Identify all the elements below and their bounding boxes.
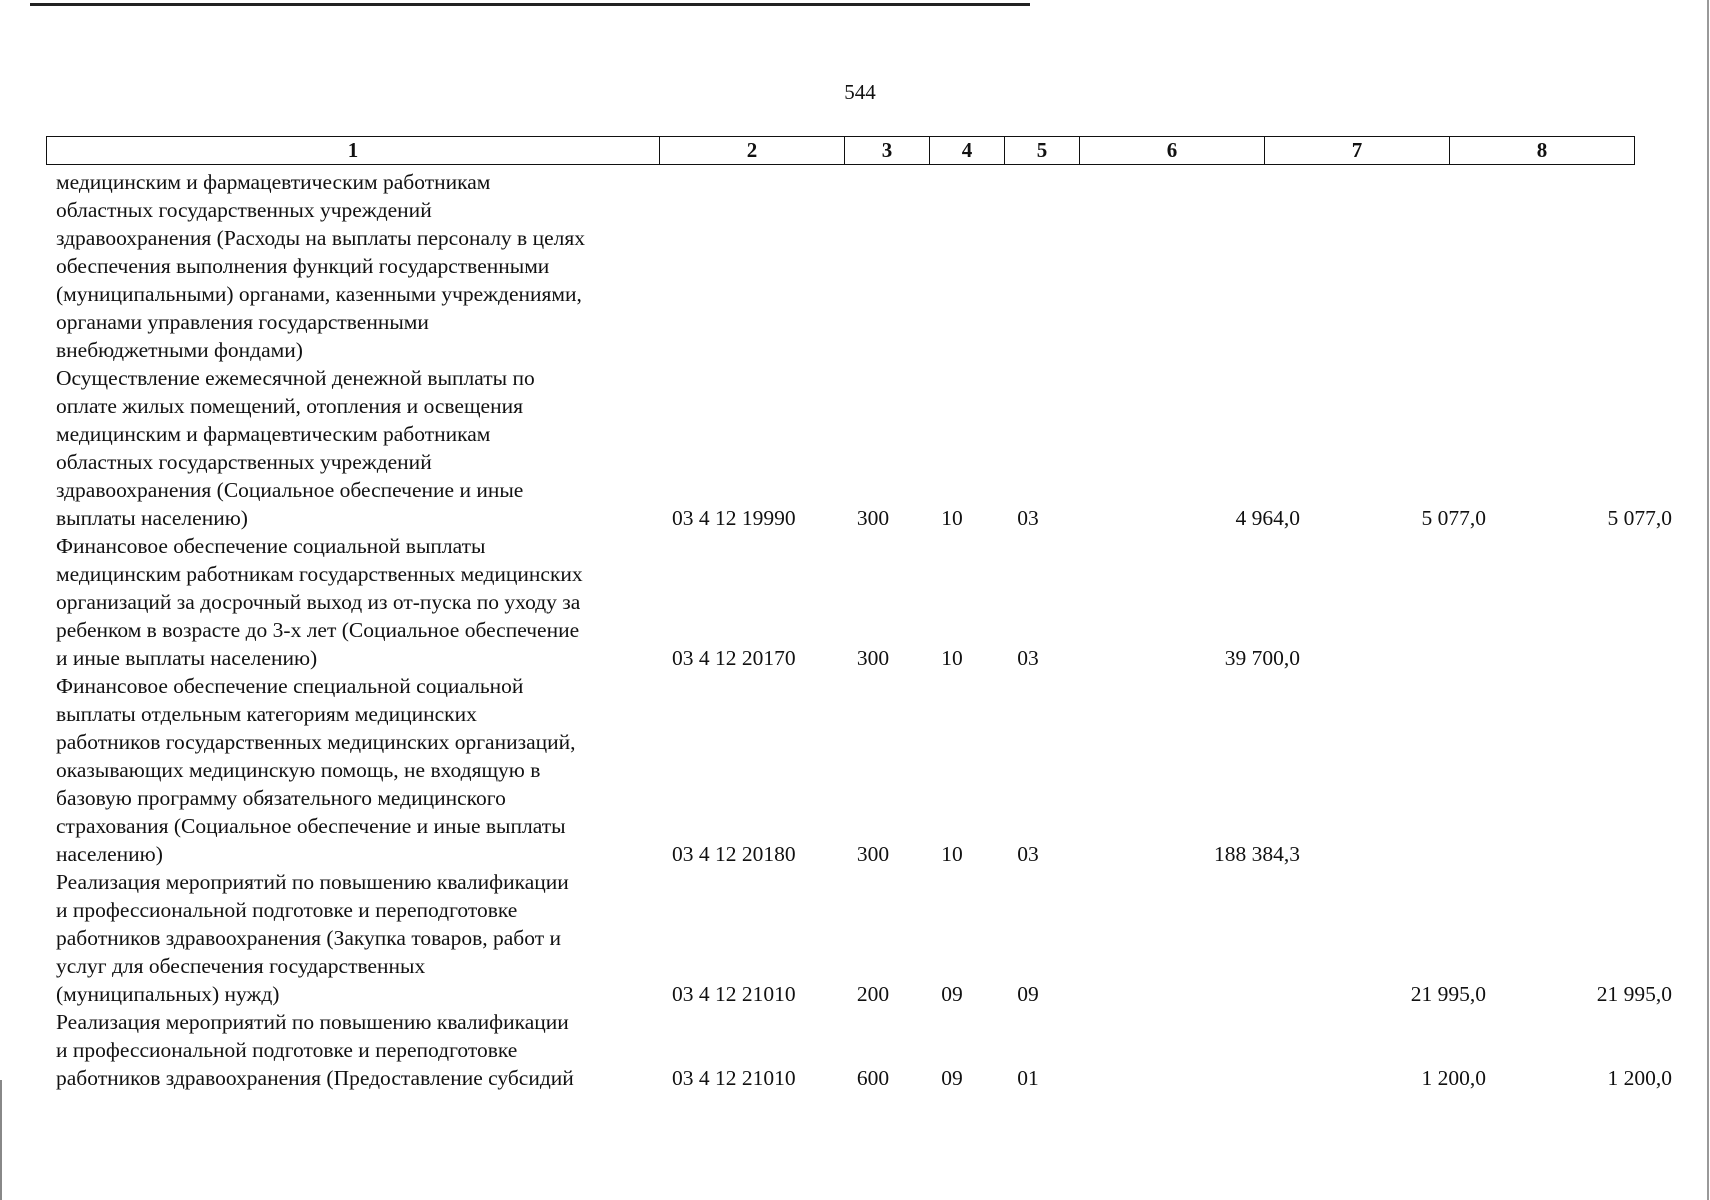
column-header-5: 5	[1005, 137, 1080, 165]
row-amount-8: 1 200,0	[1607, 1066, 1672, 1090]
row-target-code: 03 4 12 19990	[672, 506, 796, 530]
scan-edge-right	[1707, 0, 1709, 1200]
row-amount-8: 21 995,0	[1596, 982, 1672, 1006]
row-description: Реализация мероприятий по повышению квалификации и профессиональной подготовке и переподготовке работников здравоохранения (Закупка товаров, работ и услуг для обеспечения государственных (муниципальных) нужд)	[56, 870, 569, 1006]
row-amount-8: 5 077,0	[1607, 506, 1672, 530]
row-description: Осуществление ежемесячной денежной выплаты по оплате жилых помещений, отопления и освещения медицинским и фармацевтическим работникам областных государственных учреждений здравоохранения (Социальное обеспечение и иные выплаты населению)	[56, 366, 535, 530]
row-subsection: 03	[1017, 506, 1039, 530]
column-header-table	[46, 136, 1635, 165]
row-amount-6: 39 700,0	[1224, 646, 1300, 670]
column-header-4: 4	[930, 137, 1005, 165]
column-header-2: 2	[660, 137, 845, 165]
column-header-6: 6	[1080, 137, 1265, 165]
column-header-8: 8	[1450, 137, 1635, 165]
row-expense-type: 300	[856, 646, 890, 670]
column-header-1: 1	[47, 137, 660, 165]
row-section: 09	[941, 1066, 963, 1090]
row-amount-7: 1 200,0	[1421, 1066, 1486, 1090]
row-amount-7: 5 077,0	[1421, 506, 1486, 530]
row-amount-6: 188 384,3	[1214, 842, 1300, 866]
column-header-7: 7	[1265, 137, 1450, 165]
row-subsection: 03	[1017, 842, 1039, 866]
row-target-code: 03 4 12 20170	[672, 646, 796, 670]
row-target-code: 03 4 12 21010	[672, 1066, 796, 1090]
row-subsection: 03	[1017, 646, 1039, 670]
row-amount-7: 21 995,0	[1410, 982, 1486, 1006]
row-expense-type: 300	[856, 506, 890, 530]
scan-edge-left	[0, 1080, 2, 1200]
row-expense-type: 200	[856, 982, 890, 1006]
row-amount-6: 4 964,0	[1235, 506, 1300, 530]
row-subsection: 09	[1017, 982, 1039, 1006]
row-description: Финансовое обеспечение социальной выплаты медицинским работникам государственных медицинских организаций за досрочный выход из от-пуска по уходу за ребенком в возрасте до 3-х лет (Социальное обеспечение и иные выплаты населению)	[56, 534, 583, 670]
row-subsection: 01	[1017, 1066, 1039, 1090]
row-target-code: 03 4 12 20180	[672, 842, 796, 866]
row-section: 10	[941, 842, 963, 866]
row-section: 10	[941, 506, 963, 530]
row-section: 10	[941, 646, 963, 670]
row-description: Реализация мероприятий по повышению квалификации и профессиональной подготовке и переподготовке работников здравоохранения (Предоставление субсидий	[56, 1010, 574, 1090]
column-header-3: 3	[845, 137, 930, 165]
row-target-code: 03 4 12 21010	[672, 982, 796, 1006]
row-section: 09	[941, 982, 963, 1006]
row-expense-type: 300	[856, 842, 890, 866]
row-description: медицинским и фармацевтическим работникам областных государственных учреждений здравоохранения (Расходы на выплаты персоналу в целях обеспечения выполнения функций государственными (муниципальными) органами, казенными учреждениями, органами управления государственными внебюджетными фондами)	[56, 170, 585, 362]
scan-edge-line	[30, 3, 1030, 6]
row-description: Финансовое обеспечение специальной социальной выплаты отдельным категориям медицинских работников государственных медицинских организаций, оказывающих медицинскую помощь, не входящую в базовую программу обязательного медицинского страхования (Социальное обеспечение и иные выплаты населению)	[56, 674, 576, 866]
row-expense-type: 600	[856, 1066, 890, 1090]
column-header-row	[47, 137, 1635, 165]
page-number: 544	[844, 80, 876, 104]
